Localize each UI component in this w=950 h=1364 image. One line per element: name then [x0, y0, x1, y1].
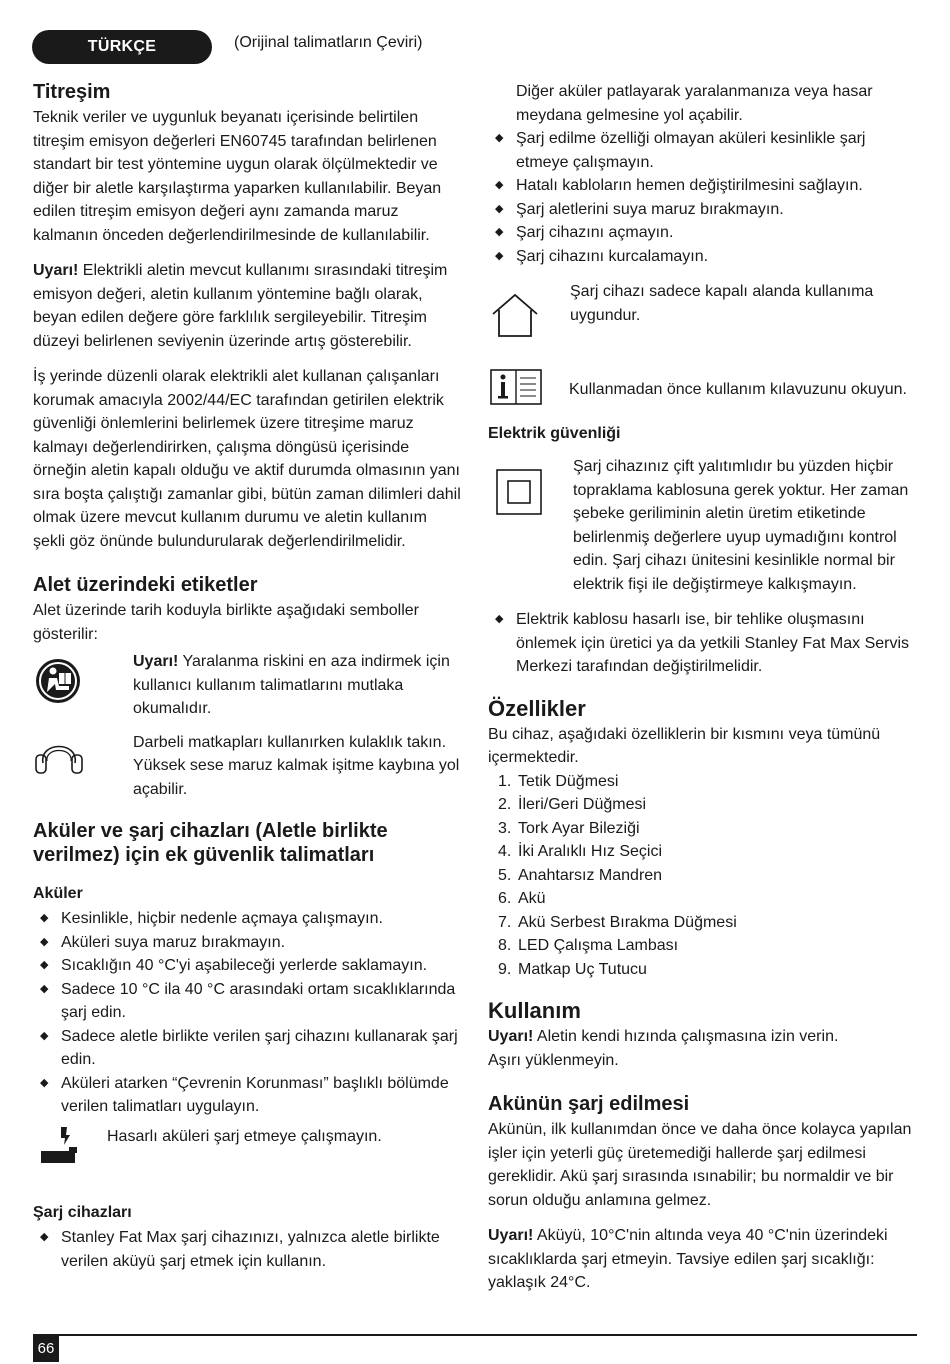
- right-column: [488, 80, 920, 1307]
- indoor-use-house-icon: [488, 280, 570, 346]
- battery-safety-heading: Aküler ve şarj cihazları (Aletle birlikte verilmez) için ek güvenlik talimatları: [33, 820, 388, 866]
- item-number: 1.: [498, 772, 512, 790]
- warning-label: Uyarı!: [488, 1028, 534, 1045]
- electric-safety-heading: Elektrik güvenliği: [488, 425, 621, 442]
- charger-safety-list: [488, 127, 920, 268]
- list-item: ◆ Sıcaklığın 40 °C'yi aşabileceği yerlerde saklamayın.: [33, 954, 463, 978]
- warning-label: Uyarı!: [133, 653, 179, 670]
- ear-protection-icon: [33, 731, 133, 787]
- list-item: ◆ Sadece aletle birlikte verilen şarj cihazını kullanarak şarj edin.: [33, 1025, 463, 1072]
- item-text: Anahtarsız Mandren: [518, 866, 663, 884]
- batteries-subheading: Aküler: [33, 885, 83, 902]
- item-number: 3.: [498, 819, 512, 837]
- item-number: 9.: [498, 960, 512, 978]
- item-number: 2.: [498, 796, 512, 813]
- warning-text: Yaralanma riskini en aza indirmek için kullanıcı kullanım talimatlarını mutlaka okumalıdır.: [133, 653, 450, 717]
- item-number: 8.: [498, 937, 512, 954]
- damaged-battery-text: Hasarlı aküleri şarj etmeye çalışmayın.: [107, 1127, 382, 1145]
- charging-heading: Akünün şarj edilmesi: [488, 1093, 690, 1115]
- read-manual-warning-icon: [33, 650, 133, 714]
- use-warning: [488, 1025, 920, 1049]
- chargers-list: [33, 1226, 463, 1273]
- list-item: ◆ Aküleri suya maruz bırakmayın.: [33, 931, 463, 955]
- vibration-heading: Titreşim: [33, 81, 111, 103]
- list-item: [488, 770, 920, 794]
- list-item: ◆ Sadece 10 °C ila 40 °C arasındaki ortam sıcaklıklarında şarj edin.: [33, 978, 463, 1025]
- list-item: [488, 934, 920, 958]
- list-item: ◆ Şarj edilme özelliği olmayan aküleri kesinlikle şarj etmeye çalışmayın.: [488, 127, 920, 174]
- workplace-paragraph: İş yerinde düzenli olarak elektrikli alet kullanan çalışanları korumak amacıyla 2002/44/EC tarafından getirilen elektrik güvenliği önlemlerini belirlemek üzere titreşime maruz kalmayı değerlendirirken, çalışma döngüsü içerisinde örneğin aletin kapalı olduğu ve aktif durumda olmasının yanı sıra boşta çalıştığı zamanlar gibi, bütün zaman dilimleri dahil olmak üzere mevcut kullanım durumu ve aletin kullanım şekli göz önünde bulundurularak değerlendirilmelidir.: [33, 368, 461, 550]
- item-text: Akü Serbest Bırakma Düğmesi: [518, 913, 737, 931]
- read-manual-book-icon: [488, 364, 569, 416]
- item-number: 4.: [498, 843, 512, 860]
- double-insulation-row: [488, 455, 920, 596]
- ear-protection-text: Darbeli matkapları kullanırken kulaklık takın. Yüksek sese maruz kalmak işitme kaybına yol açabilir.: [133, 733, 460, 798]
- page-number: 66: [33, 1336, 59, 1362]
- indoor-use-text: Şarj cihazı sadece kapalı alanda kullanıma uygundur.: [570, 283, 874, 324]
- item-text: Tork Ayar Bileziği: [518, 819, 640, 837]
- damaged-battery-row: [33, 1125, 463, 1173]
- list-item: ◆ Şarj cihazını kurcalamayın.: [488, 245, 920, 269]
- read-manual-text: Kullanmadan önce kullanım kılavuzunu okuyun.: [569, 380, 907, 398]
- warning-text: Aküyü, 10°C'nin altında veya 40 °C'nin üzerindeki sıcaklıklarda şarj etmeyin. Tavsiye edilen şarj sıcaklığı: yaklaşık 24°C.: [488, 1227, 888, 1291]
- list-item: ◆ Aküleri atarken “Çevrenin Korunması” başlıklı bölümde verilen talimatları uygulayın.: [33, 1072, 463, 1119]
- damaged-battery-icon: [33, 1125, 107, 1173]
- list-item: ◆ Şarj cihazını açmayın.: [488, 221, 920, 245]
- item-number: 7.: [498, 913, 512, 931]
- item-number: 5.: [498, 866, 512, 884]
- features-list: [488, 770, 920, 982]
- manual-warning-text: [133, 650, 463, 721]
- list-item: [488, 793, 920, 817]
- vibration-warning: [33, 259, 463, 353]
- ear-protection-symbol-row: [33, 731, 463, 802]
- left-column: [33, 80, 463, 1273]
- item-text: LED Çalışma Lambası: [518, 937, 679, 954]
- charging-warning: [488, 1224, 920, 1295]
- read-manual-row: [488, 364, 920, 416]
- list-item: ◆ Elektrik kablosu hasarlı ise, bir tehlike oluşmasını önlemek için üretici ya da yetkili Stanley Fat Max Servis Merkezi tarafından değiştirilmelidir.: [488, 608, 920, 679]
- features-heading: Özellikler: [488, 695, 586, 721]
- item-text: İleri/Geri Düğmesi: [518, 796, 647, 813]
- list-item: [488, 864, 920, 888]
- footer-rule: [33, 1334, 917, 1336]
- list-item: [488, 958, 920, 982]
- warning-label: Uyarı!: [488, 1227, 534, 1244]
- list-item: [488, 887, 920, 911]
- translation-note: (Orijinal talimatların Çeviri): [234, 34, 423, 51]
- double-insulation-text: Şarj cihazınız çift yalıtımlıdır bu yüzden hiçbir topraklama kablosuna gerek yoktur. Her zaman şebeke geriliminin aletin üretim etiketinde belirlenmiş değerlere uyup uymadığını kontrol edin. Şarj cihazı ünitesini kesinlikle normal bir elektrik fişi ile değiştirmeye kalkışmayın.: [573, 458, 909, 593]
- batteries-list: [33, 907, 463, 1119]
- vibration-paragraph: Teknik veriler ve uygunluk beyanatı içerisinde belirtilen titreşim emisyon değerleri EN60745 tarafından belirlenen standart bir test yöntemine uygun olarak ölçülmektedir ve diğer bir aletle karşılaştırma yaparken kullanılabilir. Beyan edilen titreşim emisyon değeri aynı zamanda maruz kalmanın önceden değerlendirilmesinde de kullanılabilir.: [33, 109, 442, 244]
- continued-text: Diğer aküler patlayarak yaralanmanıza veya hasar meydana gelmesine yol açabilir.: [516, 83, 873, 124]
- labels-heading: Alet üzerindeki etiketler: [33, 574, 258, 596]
- cable-list: [488, 608, 920, 679]
- list-item: ◆ Şarj aletlerini suya maruz bırakmayın.: [488, 198, 920, 222]
- item-text: Tetik Düğmesi: [518, 772, 619, 790]
- list-item: [488, 840, 920, 864]
- list-item: ◆ Stanley Fat Max şarj cihazınızı, yalnızca aletle birlikte verilen aküyü şarj etmek için kullanın.: [33, 1226, 463, 1273]
- list-item: ◆ Hatalı kabloların hemen değiştirilmesini sağlayın.: [488, 174, 920, 198]
- use-heading: Kullanım: [488, 998, 581, 1023]
- indoor-use-row: [488, 280, 920, 346]
- use-overload-text: Aşırı yüklenmeyin.: [488, 1051, 619, 1069]
- item-text: İki Aralıklı Hız Seçici: [518, 843, 663, 860]
- double-insulation-icon: [488, 455, 573, 523]
- warning-text: Elektrikli aletin mevcut kullanımı sırasındaki titreşim emisyon değeri, aletin kullanım yöntemine bağlı olarak, beyan edilen değere göre farklılık sergileyebilir. Titreşim düzeyi belirlenen seviyenin üzerinde artış gösterebilir.: [33, 262, 448, 350]
- item-number: 6.: [498, 890, 512, 907]
- chargers-subheading: Şarj cihazları: [33, 1204, 132, 1221]
- warning-text: Aletin kendi hızında çalışmasına izin verin.: [533, 1028, 839, 1045]
- features-intro: Bu cihaz, aşağıdaki özelliklerin bir kısmını veya tümünü içermektedir.: [488, 725, 881, 766]
- item-text: Akü: [518, 890, 546, 907]
- labels-intro: Alet üzerinde tarih koduyla birlikte aşağıdaki semboller gösterilir:: [33, 602, 419, 643]
- language-badge: TÜRKÇE: [32, 30, 212, 64]
- list-item: ◆ Kesinlikle, hiçbir nedenle açmaya çalışmayın.: [33, 907, 463, 931]
- list-item: [488, 817, 920, 841]
- list-item: [488, 911, 920, 935]
- item-text: Matkap Uç Tutucu: [518, 960, 647, 978]
- manual-warning-symbol-row: [33, 650, 463, 721]
- charging-paragraph: Akünün, ilk kullanımdan önce ve daha önce kolayca yapılan işler için yeterli güç üretemediği hallerde şarj edilmesi gereklidir. Akü şarj sırasında ısınabilir; bu normaldir ve bir sorun olduğu anlamına gelmez.: [488, 1121, 912, 1209]
- warning-label: Uyarı!: [33, 262, 79, 279]
